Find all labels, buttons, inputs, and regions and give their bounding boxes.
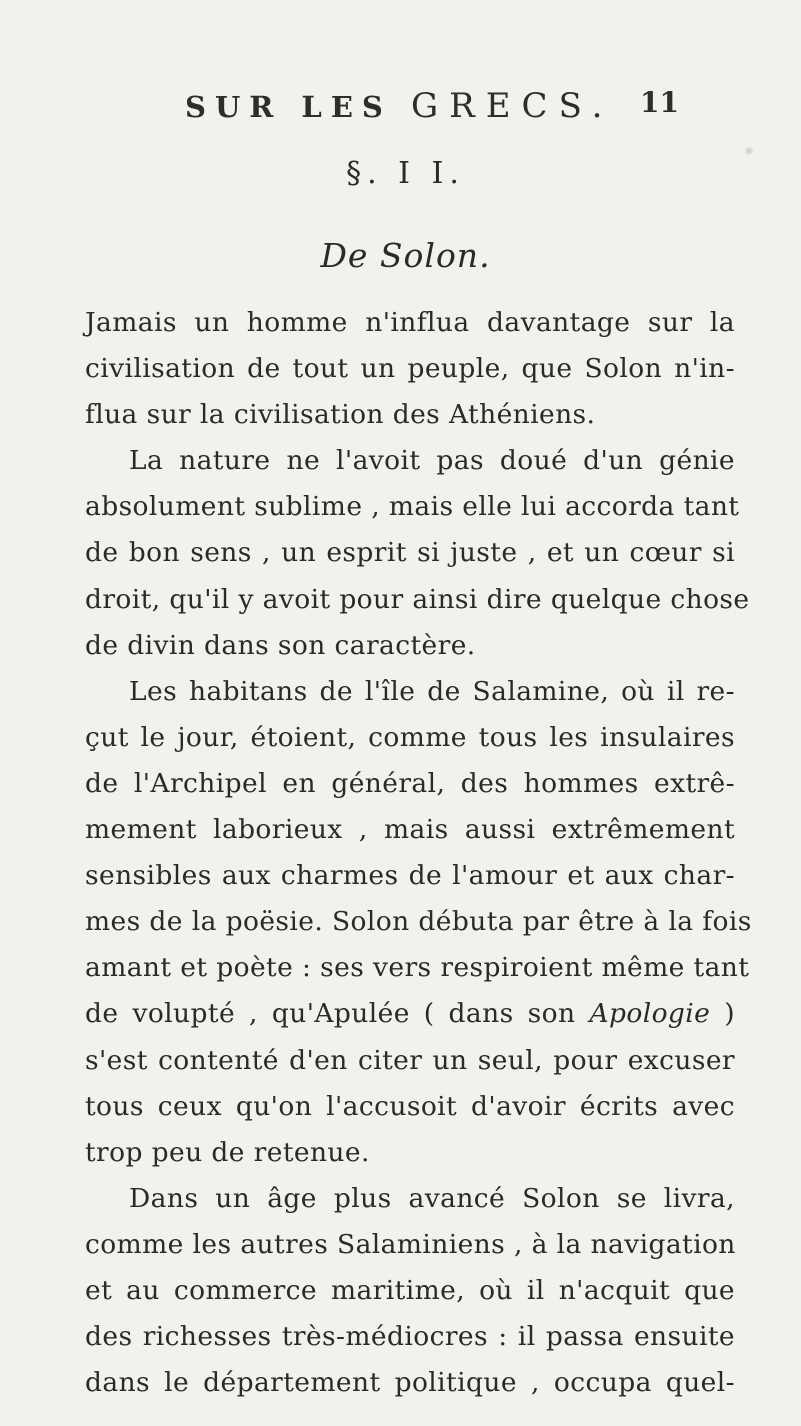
running-head — [0, 86, 801, 126]
text-line: sensibles aux charmes de l'amour et aux char- — [85, 860, 735, 892]
text-line: çut le jour, étoient, comme tous les insulaires — [85, 721, 735, 753]
text-line: Les habitans de l'île de Salamine, où il re- — [129, 675, 735, 707]
text-line: dans le département politique , occupa quel- — [85, 1367, 735, 1399]
text-segment: ) — [710, 998, 735, 1030]
text-line: absolument sublime , mais elle lui accorda tant — [85, 491, 740, 523]
text-line: Dans un âge plus avancé Solon se livra, — [129, 1182, 735, 1214]
text-line: des richesses très-médiocres : il passa ensuite — [85, 1321, 735, 1353]
text-line: La nature ne l'avoit pas doué d'un génie — [129, 445, 735, 477]
text-line: amant et poète : ses vers respiroient même tant — [85, 952, 750, 984]
text-line: et au commerce maritime, où il n'acquit que — [85, 1274, 735, 1306]
section-number: §. I I. — [346, 156, 465, 191]
running-title — [185, 86, 613, 126]
text-line: de divin dans son caractère. — [85, 629, 476, 661]
text-line: trop peu de retenue. — [85, 1136, 370, 1168]
section-title: De Solon. — [320, 236, 491, 275]
body-text — [85, 300, 752, 1406]
italic-title: Apologie — [589, 998, 711, 1030]
page-number: 11 — [640, 86, 679, 119]
text-line: tous ceux qu'on l'accusoit d'avoir écrits avec — [85, 1090, 735, 1122]
text-line: de bon sens , un esprit si juste , et un cœur si — [85, 537, 735, 569]
text-line: s'est contenté d'en citer un seul, pour excuser — [85, 1044, 735, 1076]
running-title-part-b: GRECS. — [410, 86, 614, 126]
text-line: comme les autres Salaminiens , à la navigation — [85, 1228, 736, 1260]
text-line: de l'Archipel en général, des hommes extrê- — [85, 767, 735, 799]
text-line: mes de la poësie. Solon débuta par être à la fois — [85, 906, 752, 938]
running-title-part-a: SUR LES — [185, 90, 411, 124]
text-line: civilisation de tout un peuple, que Solon n'in- — [85, 353, 735, 385]
text-line: flua sur la civilisation des Athéniens. — [85, 399, 596, 431]
text-line: mement laborieux , mais aussi extrêmement — [85, 814, 735, 846]
text-line — [85, 991, 735, 1037]
text-line: Jamais un homme n'influa davantage sur la — [85, 307, 735, 338]
text-segment: de volupté , qu'Apulée ( dans son — [85, 998, 590, 1030]
text-line: droit, qu'il y avoit pour ainsi dire quelque chose — [85, 583, 750, 615]
ink-spot — [744, 146, 754, 156]
